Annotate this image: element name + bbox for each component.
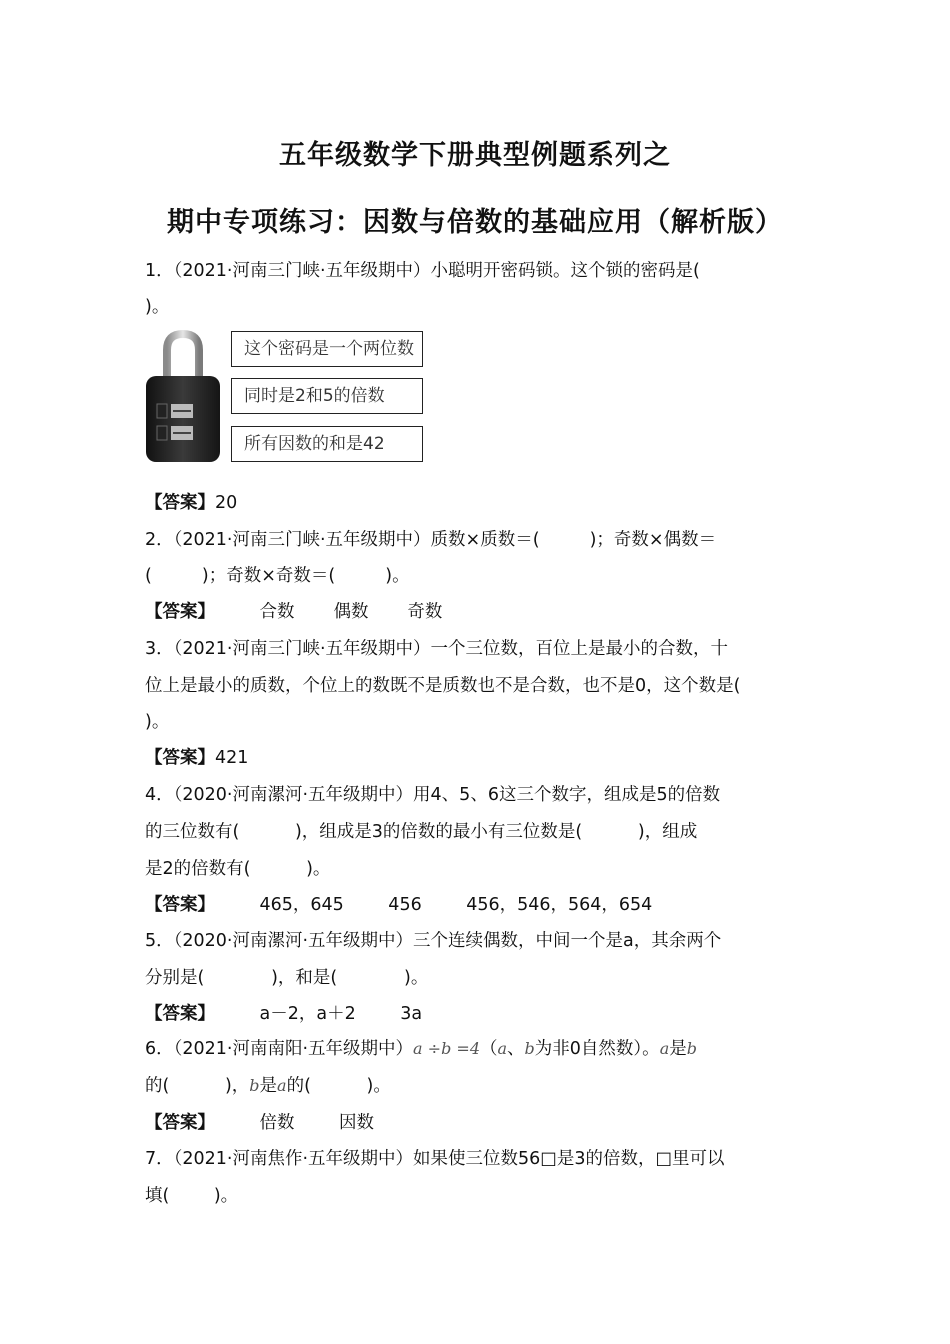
answer-6 — [145, 1111, 815, 1135]
question-2-line-2: ( )；奇数×奇数＝( )。 — [145, 566, 410, 586]
question-5-line-1: 5．（2020·河南漯河·五年级期中）三个连续偶数，中间一个是a，其余两个 — [145, 931, 722, 951]
condition-text: 为非0自然数）。 — [534, 1039, 660, 1059]
answer-2 — [145, 600, 815, 624]
question-1-line-2: )。 — [145, 297, 170, 317]
question-5-line-2: 分别是( )，和是( )。 — [145, 968, 429, 988]
question-3-line-1: 3．（2021·河南三门峡·五年级期中）一个三位数，百位上是最小的合数，十 — [145, 639, 729, 659]
question-6-prefix: 6．（2021·河南南阳·五年级期中） — [145, 1039, 414, 1059]
question-4-line-1: 4．（2020·河南漯河·五年级期中）用4、5、6这三个数字，组成是5的倍数 — [145, 785, 721, 805]
question-6-line-2 — [145, 1074, 815, 1098]
answer-3-text: 421 — [215, 748, 249, 768]
answer-1-text: 20 — [215, 493, 238, 513]
lock-clue-2: 同时是2和5的倍数 — [231, 378, 423, 414]
is-text: 是 — [259, 1076, 278, 1096]
answer-4 — [145, 893, 815, 917]
lock-clue-1: 这个密码是一个两位数 — [231, 331, 423, 367]
answer-label: 【答案】 — [145, 895, 215, 915]
question-4-line-2: 的三位数有( )，组成是3的倍数的最小有三位数是( )，组成 — [145, 822, 698, 842]
variable-a: a — [659, 1039, 670, 1058]
question-3-line-3: )。 — [145, 712, 170, 732]
variable-a: a — [277, 1076, 287, 1095]
answer-label: 【答案】 — [145, 748, 215, 768]
is-text: 是 — [669, 1039, 687, 1059]
variable-b: b — [249, 1076, 260, 1095]
answer-label: 【答案】 — [145, 1004, 215, 1024]
question-4-line-3: 是2的倍数有( )。 — [145, 859, 331, 879]
question-6-blank-1: 的( )， — [145, 1076, 250, 1096]
answer-3 — [145, 746, 815, 770]
answer-label: 【答案】 — [145, 493, 215, 513]
variable-b: b — [686, 1039, 697, 1058]
answer-5-text: a－2，a＋2 3a — [215, 1004, 423, 1024]
separator: 、 — [507, 1039, 525, 1059]
answer-1 — [145, 491, 815, 515]
question-1-line-1: 1．（2021·河南三门峡·五年级期中）小聪明开密码锁。这个锁的密码是( — [145, 261, 700, 281]
variable-b: b — [524, 1039, 535, 1058]
answer-5 — [145, 1002, 815, 1026]
question-6-blank-2: 的( )。 — [286, 1076, 391, 1096]
question-7-line-2: 填( )。 — [145, 1186, 239, 1206]
paren-open: （ — [480, 1039, 498, 1059]
question-3-line-2: 位上是最小的质数，个位上的数既不是质数也不是合数，也不是0，这个数是( — [145, 676, 741, 696]
question-6-line-1 — [145, 1037, 815, 1061]
padlock-image — [143, 330, 223, 464]
answer-2-text: 合数 偶数 奇数 — [215, 602, 443, 622]
answer-label: 【答案】 — [145, 1113, 215, 1133]
answer-4-text: 465，645 456 456，546，564，654 — [215, 895, 653, 915]
variable-a: a — [497, 1039, 508, 1058]
answer-6-text: 倍数 因数 — [215, 1113, 375, 1133]
page-title: 五年级数学下册典型例题系列之 — [279, 140, 671, 171]
page-subtitle: 期中专项练习：因数与倍数的基础应用（解析版） — [167, 207, 783, 238]
formula: a ÷b =4 — [413, 1039, 480, 1058]
lock-clue-3: 所有因数的和是42 — [231, 426, 423, 462]
answer-label: 【答案】 — [145, 602, 215, 622]
question-2-line-1: 2．（2021·河南三门峡·五年级期中）质数×质数＝( )；奇数×偶数＝ — [145, 530, 717, 550]
question-7-line-1: 7．（2021·河南焦作·五年级期中）如果使三位数56□是3的倍数，□里可以 — [145, 1149, 725, 1169]
